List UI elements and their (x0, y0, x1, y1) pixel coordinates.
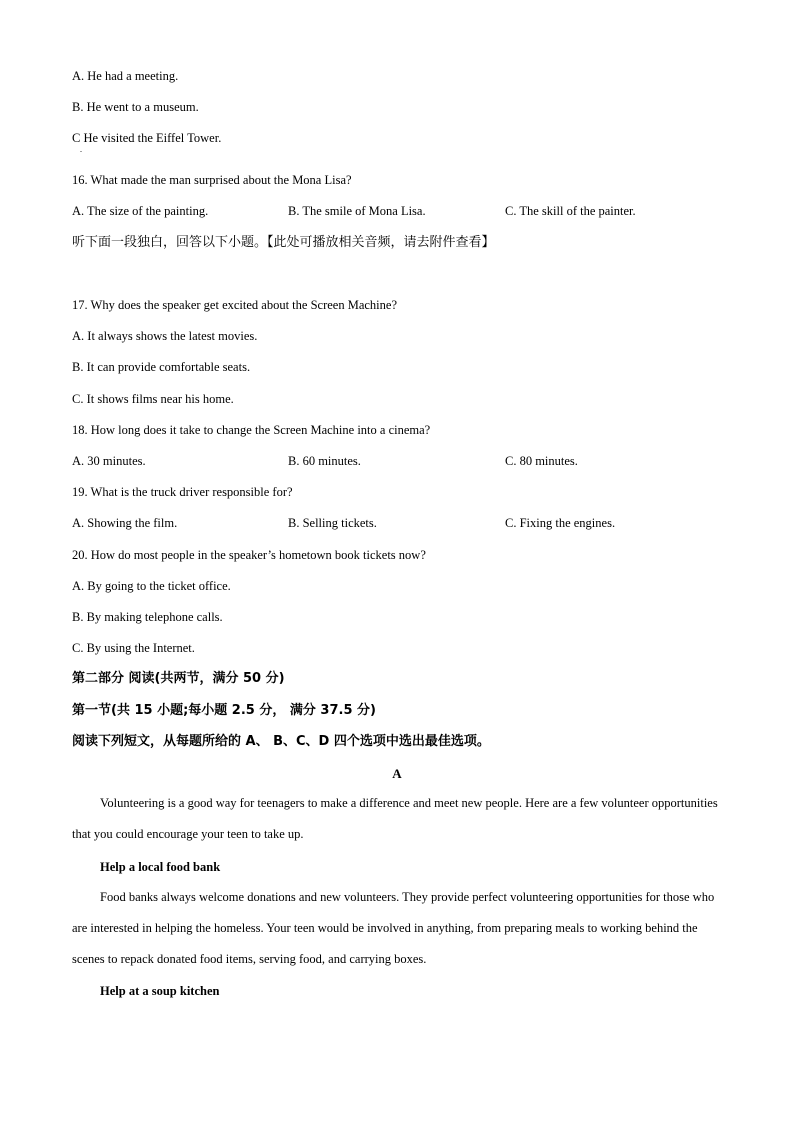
passage-intro: Volunteering is a good way for teenagers to make a difference and meet new people. Here are a few volunteer opportunities that you could encourage your teen to take up. (72, 796, 718, 841)
reading-instruction: 阅读下列短文，从每题所给的 A、 B、C、D 四个选项中选出最佳选项。 (72, 734, 490, 749)
food-bank-paragraph: Food banks always welcome donations and new volunteers. They provide perfect volunteering opportunities for those who are interested in helping the homeless. Your teen would be involved in anything, from preparing meals to working behind the scenes to repack donated food items, serving food, and carrying boxes. (72, 890, 715, 966)
q15-option-c: C He visited the Eiffel Tower. (72, 131, 222, 145)
q18-option-b: B. 60 minutes. (288, 454, 361, 468)
q15-option-b: B. He went to a museum. (72, 100, 199, 114)
q16-option-a: A. The size of the painting. (72, 204, 209, 218)
q17-option-b: B. It can provide comfortable seats. (72, 360, 251, 374)
q20-stem: 20. How do most people in the speaker’s hometown book tickets now? (72, 548, 426, 562)
stray-dot: . (80, 145, 82, 154)
q20-option-a: A. By going to the ticket office. (72, 579, 231, 593)
q16-option-c: C. The skill of the painter. (505, 204, 636, 218)
q16-stem: 16. What made the man surprised about the Mona Lisa? (72, 173, 352, 187)
monologue-instruction: 听下面一段独白，回答以下小题。【此处可播放相关音频，请去附件查看】 (72, 235, 495, 250)
heading-food-bank: Help a local food bank (100, 860, 221, 874)
q17-option-a: A. It always shows the latest movies. (72, 329, 258, 343)
heading-soup-kitchen: Help at a soup kitchen (100, 984, 220, 998)
section1-title: 第一节(共 15 小题;每小题 2.5 分， 满分 37.5 分) (72, 703, 376, 718)
q17-stem: 17. Why does the speaker get excited about the Screen Machine? (72, 298, 397, 312)
q16-option-b: B. The smile of Mona Lisa. (288, 204, 426, 218)
q19-option-a: A. Showing the film. (72, 516, 178, 530)
q19-option-c: C. Fixing the engines. (505, 516, 616, 530)
q18-option-a: A. 30 minutes. (72, 454, 146, 468)
q19-option-b: B. Selling tickets. (288, 516, 377, 530)
q15-option-a: A. He had a meeting. (72, 69, 179, 83)
q19-stem: 19. What is the truck driver responsible for? (72, 485, 293, 499)
q17-option-c: C. It shows films near his home. (72, 392, 234, 406)
q20-option-c: C. By using the Internet. (72, 641, 195, 655)
q20-option-b: B. By making telephone calls. (72, 610, 223, 624)
part2-title: 第二部分 阅读(共两节，满分 50 分) (72, 671, 285, 686)
passage-letter: A (392, 766, 402, 781)
q18-option-c: C. 80 minutes. (505, 454, 578, 468)
q18-stem: 18. How long does it take to change the Screen Machine into a cinema? (72, 423, 431, 437)
